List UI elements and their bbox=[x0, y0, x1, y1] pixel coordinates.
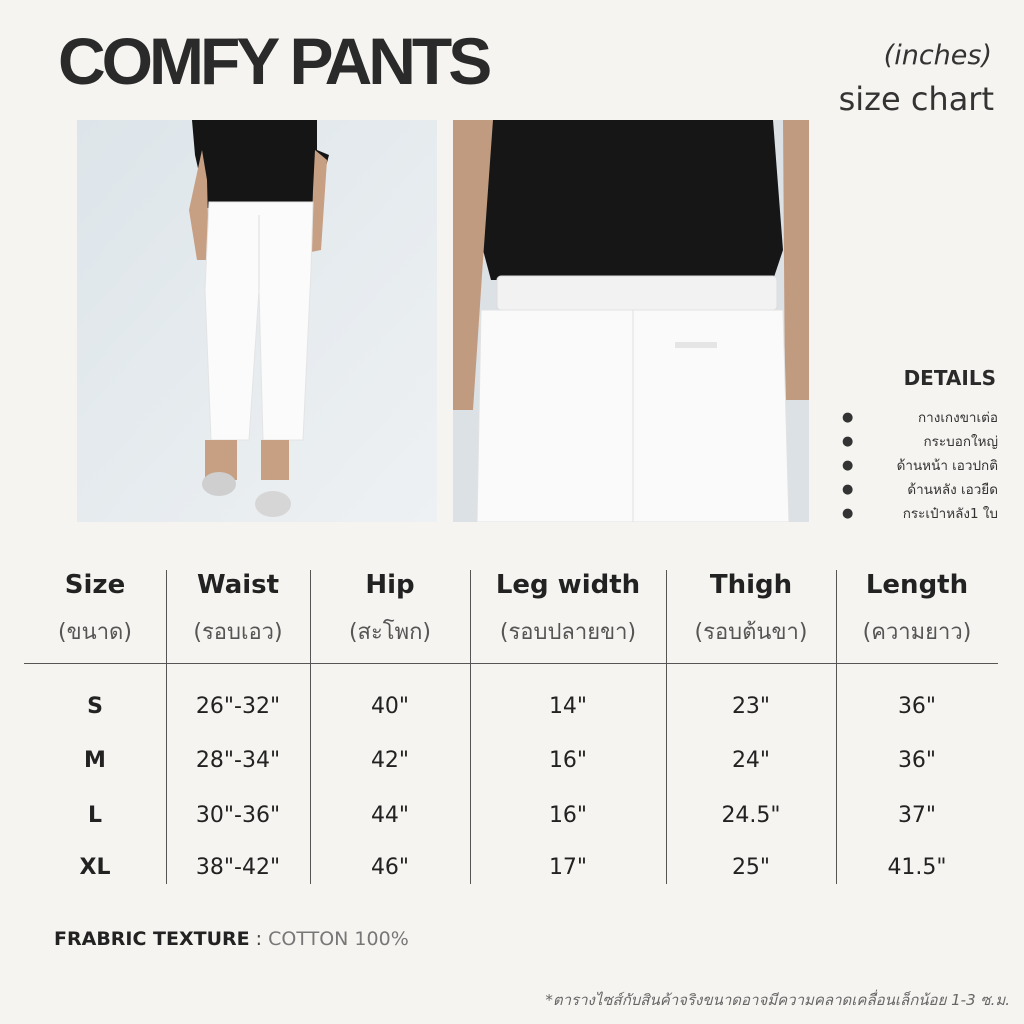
column-length bbox=[836, 566, 998, 886]
table-cell: XL bbox=[79, 855, 111, 880]
column-subheader: (ขนาด) bbox=[58, 620, 132, 645]
column-thigh bbox=[666, 566, 836, 886]
table-cell: 30"-36" bbox=[195, 803, 281, 828]
table-cell: 40" bbox=[370, 694, 410, 719]
fabric-separator: : bbox=[249, 928, 269, 950]
table-cell: 38"-42" bbox=[195, 855, 281, 880]
table-cell: 24.5" bbox=[721, 803, 781, 828]
column-subheader: (รอบเอว) bbox=[193, 620, 283, 645]
table-cell: L bbox=[87, 803, 103, 828]
table-cell: 46" bbox=[370, 855, 410, 880]
back-view-photo bbox=[453, 120, 809, 522]
table-cell: 42" bbox=[370, 748, 410, 773]
details-title: DETAILS bbox=[903, 366, 996, 390]
column-divider bbox=[666, 570, 667, 884]
column-divider bbox=[310, 570, 311, 884]
column-hip bbox=[310, 566, 470, 886]
back-view-illustration bbox=[453, 120, 809, 522]
column-header: Leg width bbox=[495, 570, 641, 600]
size-note: *ตารางไซส์กับสินค้าจริงขนาดอาจมีความคลาดเคลื่อนเล็กน้อย 1-3 ซ.ม. bbox=[545, 991, 1010, 1009]
column-leg-width bbox=[470, 566, 666, 886]
bullet-icon: ● bbox=[842, 410, 854, 425]
detail-item: ● กางเกงขาเต่อ bbox=[840, 406, 998, 430]
table-cell: 26"-32" bbox=[195, 694, 281, 719]
column-waist bbox=[166, 566, 310, 886]
table-cell: 41.5" bbox=[887, 855, 947, 880]
column-size bbox=[24, 566, 166, 886]
page-title: COMFY PANTS bbox=[58, 24, 489, 98]
table-cell: 25" bbox=[731, 855, 771, 880]
detail-item: ● ด้านหลัง เอวยืด bbox=[840, 478, 998, 502]
detail-item: ● กระบอกใหญ่ bbox=[840, 430, 998, 454]
column-header: Hip bbox=[365, 570, 415, 600]
bullet-icon: ● bbox=[842, 458, 854, 473]
column-subheader: (สะโพก) bbox=[348, 620, 432, 645]
column-subheader: (รอบต้นขา) bbox=[694, 620, 808, 645]
table-cell: 14" bbox=[548, 694, 588, 719]
column-header: Waist bbox=[196, 570, 280, 600]
unit-label: (inches) bbox=[883, 40, 992, 71]
size-chart-label: size chart bbox=[838, 80, 994, 118]
fabric-texture bbox=[54, 928, 409, 950]
column-subheader: (ความยาว) bbox=[862, 620, 972, 645]
table-cell: S bbox=[87, 694, 103, 719]
table-cell: 36" bbox=[897, 694, 937, 719]
header-divider bbox=[24, 663, 998, 664]
column-divider bbox=[470, 570, 471, 884]
column-header: Thigh bbox=[709, 570, 793, 600]
front-view-photo bbox=[77, 120, 437, 522]
size-table bbox=[24, 566, 998, 886]
front-view-illustration bbox=[77, 120, 437, 522]
table-cell: 16" bbox=[548, 748, 588, 773]
table-cell: 28"-34" bbox=[195, 748, 281, 773]
table-cell: 23" bbox=[731, 694, 771, 719]
fabric-label: FRABRIC TEXTURE bbox=[54, 928, 250, 950]
bullet-icon: ● bbox=[842, 506, 854, 521]
detail-item: ● ด้านหน้า เอวปกติ bbox=[840, 454, 998, 478]
table-cell: 37" bbox=[897, 803, 937, 828]
bullet-icon: ● bbox=[842, 434, 854, 449]
column-divider bbox=[836, 570, 837, 884]
column-divider bbox=[166, 570, 167, 884]
table-cell: 36" bbox=[897, 748, 937, 773]
details-list bbox=[840, 406, 998, 526]
column-subheader: (รอบปลายขา) bbox=[499, 620, 637, 645]
table-cell: 16" bbox=[548, 803, 588, 828]
table-cell: 17" bbox=[548, 855, 588, 880]
table-cell: M bbox=[84, 748, 106, 773]
column-header: Length bbox=[865, 570, 969, 600]
fabric-value: COTTON 100% bbox=[268, 928, 409, 950]
table-cell: 44" bbox=[370, 803, 410, 828]
bullet-icon: ● bbox=[842, 482, 854, 497]
table-cell: 24" bbox=[731, 748, 771, 773]
detail-item: ● กระเป๋าหลัง1 ใบ bbox=[840, 502, 998, 526]
column-header: Size bbox=[64, 570, 126, 600]
